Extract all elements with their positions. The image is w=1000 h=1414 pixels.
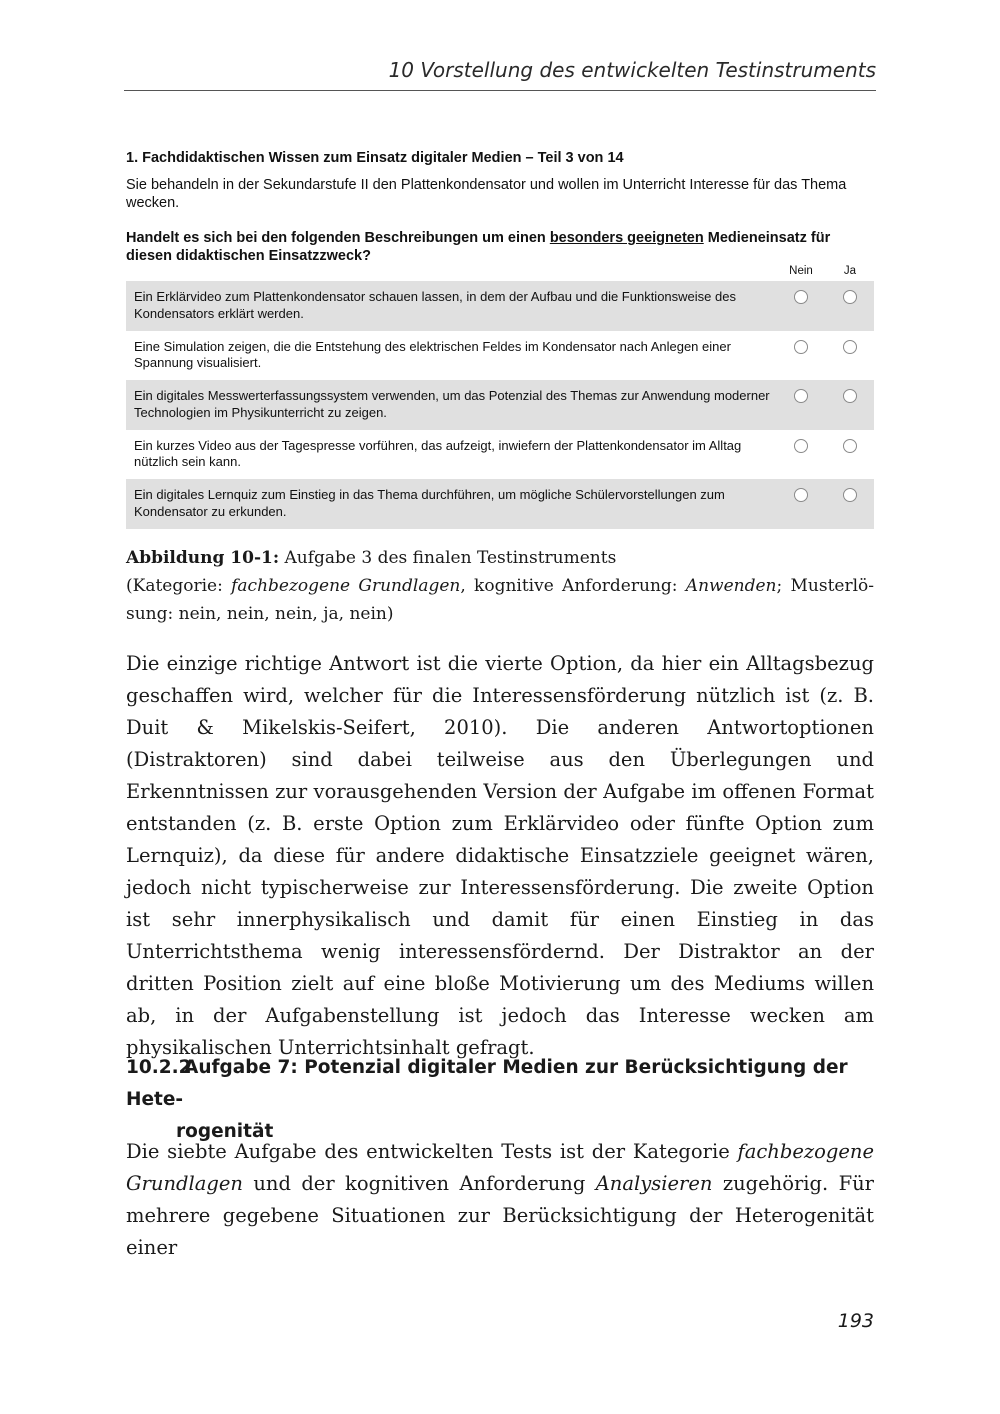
option-row	[126, 430, 874, 480]
caption-end: ; Musterlö-	[776, 576, 875, 596]
radio-nein[interactable]	[794, 290, 808, 304]
radio-ja[interactable]	[843, 389, 857, 403]
caption-label: Abbildung 10-1:	[126, 548, 280, 568]
section-number: 10.2.2	[126, 1057, 192, 1078]
option-text: Ein kurzes Video aus der Tagespresse vorführen, das aufzeigt, inwiefern der Plattenkondensator im Alltag nützlich sein kann.	[134, 437, 742, 469]
p2-text-3: zugehörig. Für mehrere gegebene Situationen zur Berücksichtigung der Heterogenität einer	[126, 1172, 875, 1259]
section-heading-line-1	[126, 1052, 874, 1116]
figure-title: 1. Fachdidaktischen Wissen zum Einsatz digitaler Medien – Teil 3 von 14	[126, 150, 624, 166]
p2-italic-1: fachbezogene Grundlagen	[126, 1140, 874, 1195]
body-paragraph-2	[126, 1136, 874, 1264]
caption-requirement: Anwenden	[685, 576, 777, 596]
question-text-2: Medieneinsatz für diesen didaktischen Einsatzzweck?	[126, 230, 831, 264]
body-paragraph-1: Die einzige richtige Antwort ist die vierte Option, da hier ein Alltagsbezug geschaffen wird, welcher für die Interessensförderung nützlich ist (z. B. Duit & Mikelskis-Seifert, 2010). Die anderen Antwortoptionen (Distraktoren) sind dabei teilweise aus den Überlegungen und Erkenntnissen zur vorausgehenden Version der Aufgabe im offenen Format entstanden (z. B. erste Option zum Erklärvideo oder fünfte Option zum Lernquiz), da diese für andere didaktische Einsatzziele geeignet wären, jedoch nicht typischerweise zur Interessensförderung. Die zweite Option ist sehr innerphysikalisch und damit für einen Einstieg in das Unterrichtsthema wenig interessensfördernd. Der Distraktor an der dritten Position zielt auf eine bloße Motivierung um des Mediums willen ab, in der Aufgabenstellung ist jedoch das Interesse wecken am physikalischen Unterrichtsinhalt gefragt.	[126, 652, 874, 1059]
radio-ja[interactable]	[843, 290, 857, 304]
option-row	[126, 479, 874, 529]
section-title-line-2: rogenität	[176, 1121, 274, 1142]
question-text-1: Handelt es sich bei den folgenden Beschreibungen um einen	[126, 230, 550, 246]
radio-ja[interactable]	[843, 340, 857, 354]
figure-caption	[126, 544, 874, 628]
caption-category: fachbezogene Grundlagen	[231, 576, 461, 596]
options-table	[126, 281, 874, 529]
column-ja: Ja	[843, 265, 857, 277]
caption-mid: , kognitive Anforderung:	[460, 576, 686, 596]
section-heading	[126, 1052, 874, 1148]
column-nein: Nein	[789, 265, 813, 277]
caption-line-2	[126, 572, 874, 600]
option-text: Ein Erklärvideo zum Plattenkondensator schauen lassen, in dem der Aufbau und die Funktionsweise des Kondensators erklärt werden.	[134, 289, 736, 321]
p2-italic-2: Analysieren	[595, 1172, 713, 1195]
option-row	[126, 380, 874, 430]
caption-cat-open: (Kategorie:	[126, 576, 232, 596]
option-row	[126, 331, 874, 381]
section-title-line-1: Aufgabe 7: Potenzial digitaler Medien zur Berücksichtigung der Hete-	[126, 1057, 848, 1110]
page-number: 193	[837, 1310, 874, 1332]
caption-line-1	[126, 544, 874, 572]
radio-nein[interactable]	[794, 389, 808, 403]
figure-test-item	[126, 150, 874, 529]
figure-question	[126, 229, 874, 265]
figure-intro: Sie behandeln in der Sekundarstufe II den Plattenkondensator und wollen im Unterricht Interesse für das Thema wecken.	[126, 177, 847, 211]
running-header: 10 Vorstellung des entwickelten Testinstruments	[124, 58, 876, 91]
option-text: Ein digitales Lernquiz zum Einstieg in das Thema durchführen, um mögliche Schülervorstellungen zum Kondensator zu erkunden.	[134, 487, 725, 519]
column-headers	[126, 265, 874, 281]
radio-nein[interactable]	[794, 488, 808, 502]
option-row	[126, 281, 874, 331]
caption-line-3: sung: nein, nein, nein, ja, nein)	[126, 604, 394, 624]
option-text: Ein digitales Messwerterfassungssystem verwenden, um das Potenzial des Themas zur Anwendung moderner Technologien im Physikunterricht zu zeigen.	[134, 388, 770, 420]
p2-text-1: Die siebte Aufgabe des entwickelten Tests ist der Kategorie	[126, 1140, 738, 1163]
p2-text-2: und der kognitiven Anforderung	[242, 1172, 596, 1195]
radio-ja[interactable]	[843, 439, 857, 453]
caption-title: Aufgabe 3 des finalen Testinstruments	[279, 548, 617, 568]
question-underlined: besonders geeigneten	[549, 230, 704, 246]
option-text: Eine Simulation zeigen, die die Entstehung des elektrischen Feldes im Kondensator nach Anlegen einer Spannung visualisiert.	[134, 338, 731, 370]
radio-nein[interactable]	[794, 439, 808, 453]
radio-ja[interactable]	[843, 488, 857, 502]
radio-nein[interactable]	[794, 340, 808, 354]
